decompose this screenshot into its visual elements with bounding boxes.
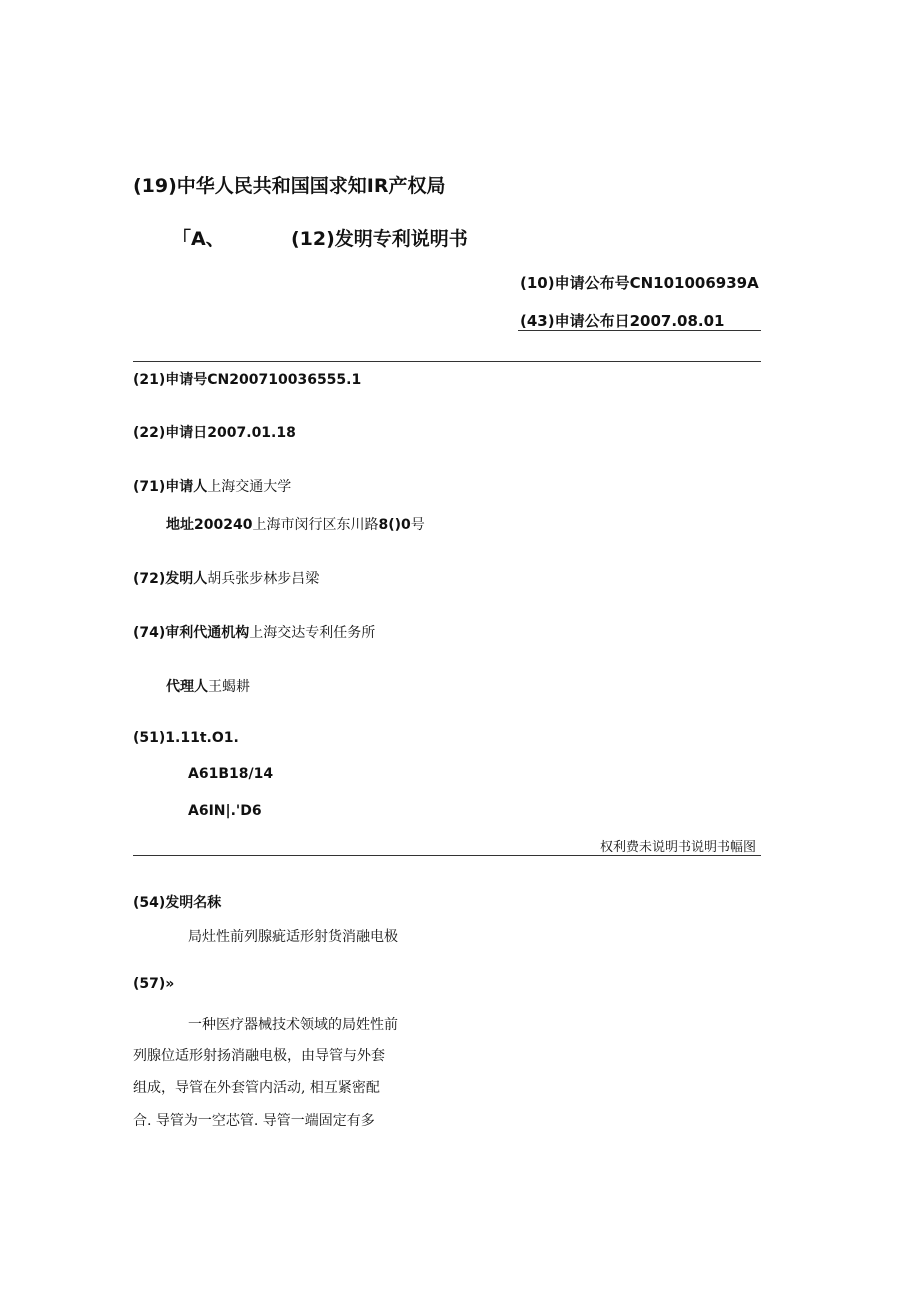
document-type-title: (12)发明专利说明书 [291, 228, 468, 250]
application-number [133, 369, 361, 389]
ipc-label: (51)1.11t.O1. [133, 730, 239, 746]
header-divider [133, 361, 761, 362]
abstract-line: 组成，导管在外套管内活动, 相互紧密配 [133, 1080, 380, 1096]
application-date-label: (22)申请日 [133, 425, 208, 441]
publication-date [520, 310, 725, 331]
patent-agency [133, 622, 375, 642]
applicant [133, 476, 291, 496]
page-count-note: 权利费未说明书说明书幅图 [600, 840, 757, 855]
publication-divider [518, 330, 761, 331]
biblio-divider [133, 855, 761, 856]
publication-number-value: CN101006939A [629, 274, 759, 292]
publication-date-value: 2007.08.01 [629, 312, 725, 330]
inventors-label: (72)发明人 [133, 571, 208, 587]
application-number-label: (21)申请号 [133, 372, 208, 388]
application-date-value: 2007.01.18 [207, 425, 296, 441]
address-suffix: 号 [410, 517, 425, 533]
document-kind-mark: 「A、 [172, 228, 225, 250]
applicant-address [166, 514, 425, 534]
invention-title-label: (54)发明名秣 [133, 895, 222, 911]
address-label: 地址 [166, 517, 194, 533]
patent-agent-value: 王蝎耕 [208, 679, 250, 695]
abstract-line: 一种医疗器械技术领域的局姓性前 [188, 1017, 398, 1033]
application-date [133, 422, 296, 442]
abstract-line: 合. 导管为一空芯管. 导管一端固定有多 [133, 1113, 375, 1129]
inventors-value: 胡兵张步林步吕梁 [207, 571, 320, 587]
ipc-class-2: A6IN|.'D6 [188, 803, 262, 819]
publication-number-label: (10)申请公布号 [520, 274, 630, 292]
ipc-class-1: A61B18/14 [188, 766, 274, 782]
publication-date-label: (43)申请公布日 [520, 312, 630, 330]
applicant-label: (71)申请人 [133, 479, 208, 495]
patent-agent-label: 代理人 [166, 679, 208, 695]
patent-office-title: (19)中华人民共和国国求知IR产权局 [133, 175, 446, 197]
patent-agency-value: 上海交达专利任务所 [249, 625, 376, 641]
applicant-value: 上海交通大学 [207, 479, 292, 495]
address-city: 上海市闵行区东川路 [252, 517, 379, 533]
address-number: 8()0 [378, 517, 411, 533]
invention-title: 局灶性前列腺疵适形射货消融电极 [188, 929, 398, 945]
patent-agency-label: (74)审利代通机构 [133, 625, 250, 641]
inventors [133, 568, 319, 588]
abstract-line: 列腺位适形射扬消融电极，由导管与外套 [133, 1048, 385, 1064]
patent-agent [166, 676, 250, 696]
address-postcode: 200240 [194, 517, 253, 533]
abstract-label: (57)» [133, 976, 175, 992]
publication-number [520, 272, 759, 293]
application-number-value: CN200710036555.1 [207, 372, 362, 388]
